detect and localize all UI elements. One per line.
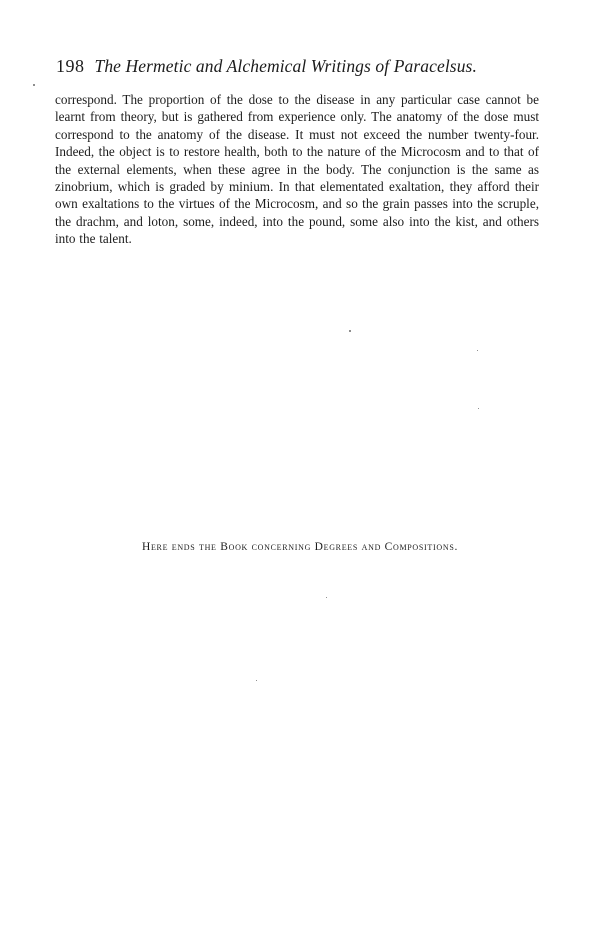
scan-speck xyxy=(477,350,478,351)
running-head xyxy=(56,56,536,82)
scan-speck xyxy=(349,330,351,332)
scan-speck xyxy=(326,597,327,598)
scan-speck xyxy=(478,408,479,409)
body-text xyxy=(55,91,539,248)
scan-speck xyxy=(33,84,35,86)
book-title: The Hermetic and Alchemical Writings of Paracelsus. xyxy=(94,56,477,76)
scan-speck xyxy=(256,680,257,681)
body-paragraph: correspond. The proportion of the dose to the disease in any particular case cannot be learnt from theory, but is gathered from experience only. The anatomy of the dose must correspond to the anatomy of the disease. It must not exceed the number twenty-four. Indeed, the object is to restore health, both to the nature of the Microcosm and to that of the external elements, when these agree in the body. The conjunction is the same as zinobrium, which is graded by minium. In that elementated exaltation, they afford their own exaltations to the virtues of the Microcosm, and so the grain passes into the scruple, the drachm, and loton, some, indeed, into the pound, some also into the kist, and others into the talent. xyxy=(55,92,539,247)
page-number: 198 xyxy=(56,56,85,76)
closing-line: Here ends the Book concerning Degrees and Compositions. xyxy=(141,541,459,553)
